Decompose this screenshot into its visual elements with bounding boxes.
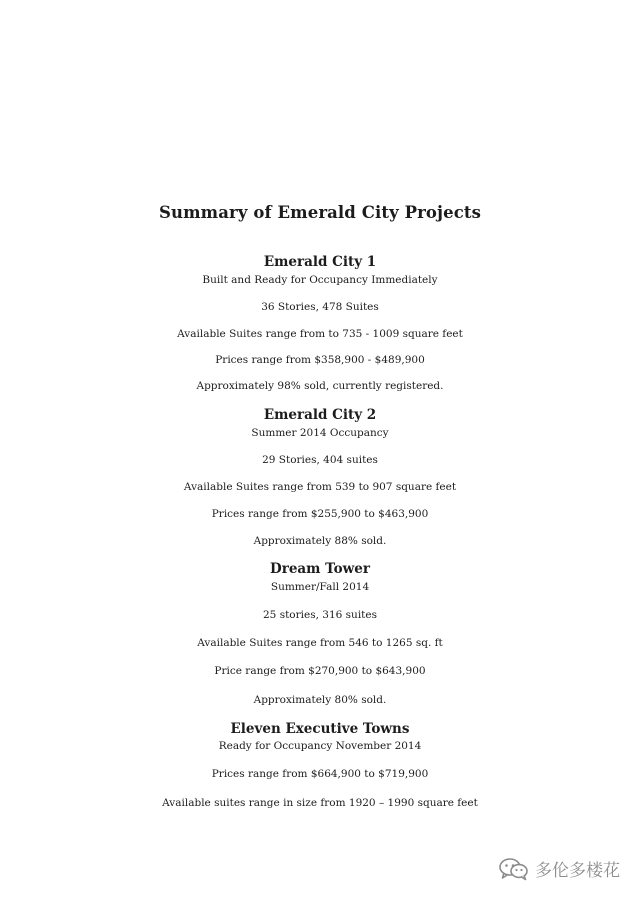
project-name-emerald-city-2: Emerald City 2	[263, 407, 377, 423]
project-stories-dream-tower: 25 stories, 316 suites	[263, 609, 377, 621]
project-sold-emerald-city-2: Approximately 88% sold.	[253, 535, 387, 547]
project-prices-eleven-executive-towns: Prices range from $664,900 to $719,900	[211, 768, 429, 780]
project-prices-emerald-city-1: Prices range from $358,900 - $489,900	[215, 354, 425, 366]
project-name-dream-tower: Dream Tower	[270, 561, 370, 577]
project-name-emerald-city-1: Emerald City 1	[263, 254, 377, 270]
watermark	[499, 856, 620, 881]
project-sold-dream-tower: Approximately 80% sold.	[253, 694, 387, 706]
project-status-emerald-city-1: Built and Ready for Occupancy Immediately	[202, 274, 438, 286]
project-sizes-dream-tower: Available Suites range from 546 to 1265 sq. ft	[197, 637, 443, 649]
wechat-icon	[499, 857, 529, 881]
project-stories-emerald-city-1: 36 Stories, 478 Suites	[261, 301, 379, 313]
project-name-eleven-executive-towns: Eleven Executive Towns	[230, 721, 410, 737]
project-status-eleven-executive-towns: Ready for Occupancy November 2014	[218, 740, 422, 752]
project-prices-dream-tower: Price range from $270,900 to $643,900	[214, 665, 426, 677]
project-sold-emerald-city-1: Approximately 98% sold, currently registered.	[196, 380, 444, 392]
project-status-dream-tower: Summer/Fall 2014	[270, 581, 370, 593]
project-sizes-emerald-city-2: Available Suites range from 539 to 907 square feet	[183, 481, 457, 493]
project-sizes-eleven-executive-towns: Available suites range in size from 1920 – 1990 square feet	[162, 797, 478, 809]
document-title: Summary of Emerald City Projects	[159, 203, 481, 222]
project-stories-emerald-city-2: 29 Stories, 404 suites	[262, 454, 378, 466]
project-sizes-emerald-city-1: Available Suites range from to 735 - 1009 square feet	[177, 328, 463, 340]
project-prices-emerald-city-2: Prices range from $255,900 to $463,900	[211, 508, 429, 520]
project-status-emerald-city-2: Summer 2014 Occupancy	[251, 427, 389, 439]
watermark-text: 多伦多楼花	[535, 861, 620, 881]
